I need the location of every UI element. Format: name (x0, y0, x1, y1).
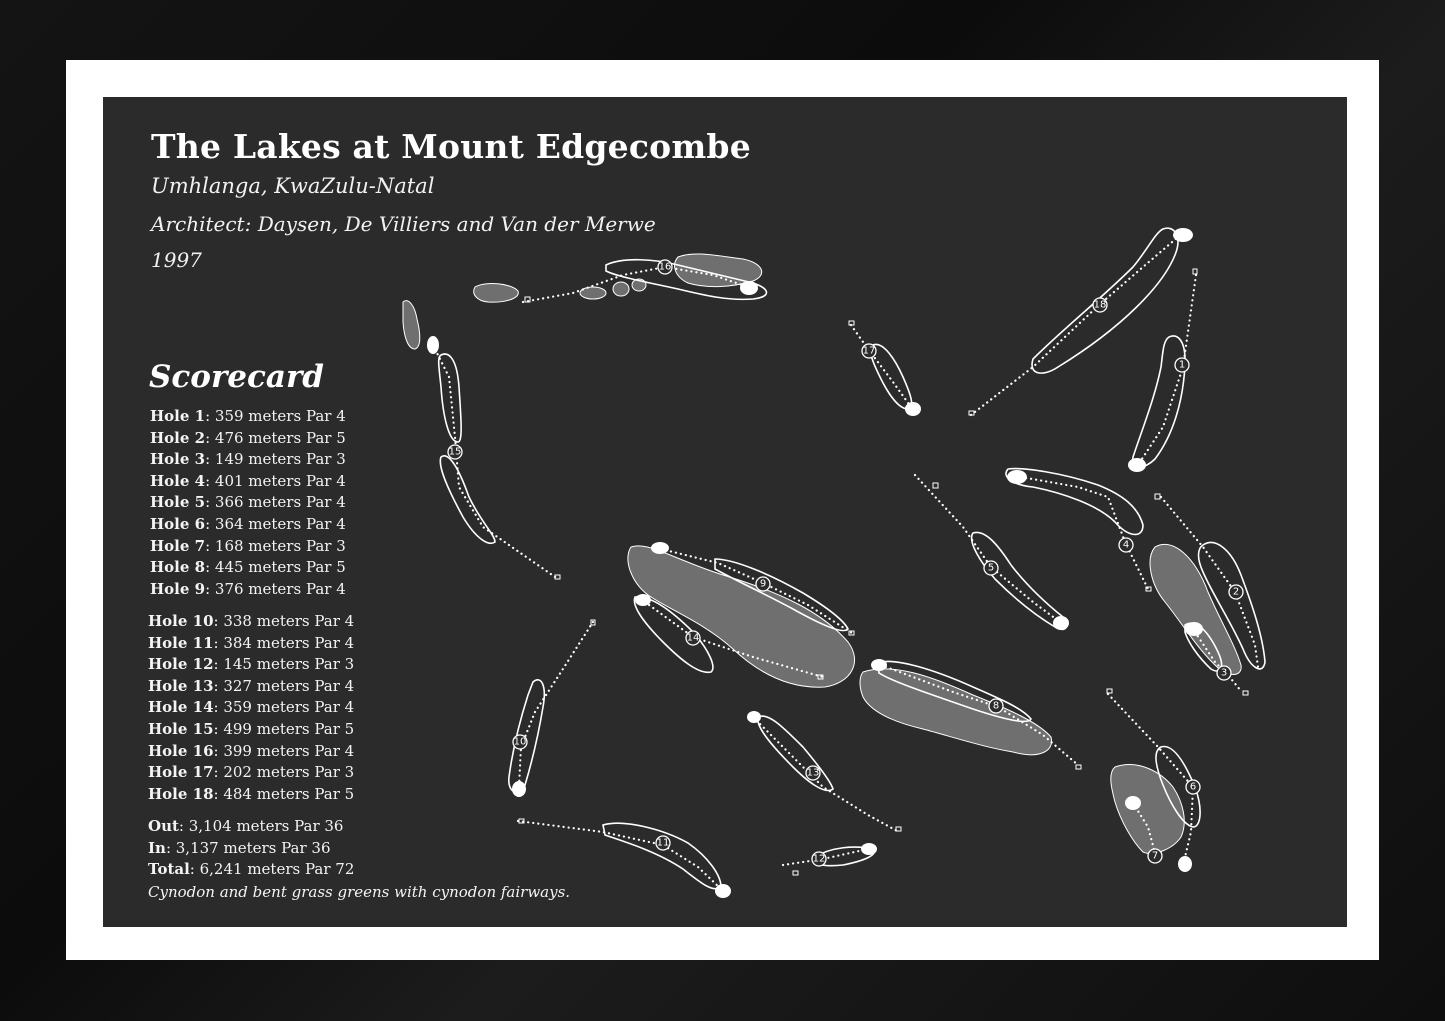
green-4 (1007, 470, 1027, 484)
svg-text:12: 12 (812, 853, 826, 865)
green-5 (1053, 616, 1069, 630)
hole-marker-5 (984, 561, 998, 575)
svg-text:5: 5 (987, 562, 995, 574)
svg-text:9: 9 (759, 578, 767, 590)
svg-text:16: 16 (658, 261, 672, 273)
scorecard-row: Hole 18: 484 meters Par 5 (148, 784, 355, 803)
tee-box (1076, 765, 1081, 769)
pond-north (474, 284, 519, 303)
hole-marker-14 (686, 631, 700, 645)
svg-text:1: 1 (1178, 359, 1186, 371)
green-10 (512, 781, 526, 797)
pond-north-b (613, 282, 629, 296)
hole-marker-13 (806, 766, 820, 780)
scorecard-row: Hole 13: 327 meters Par 4 (148, 676, 355, 695)
scorecard-row: Hole 11: 384 meters Par 4 (148, 633, 355, 652)
fairway-1 (1133, 336, 1185, 467)
tee-box (933, 483, 938, 488)
hole-marker-4 (1119, 538, 1133, 552)
fairway-11 (603, 823, 721, 889)
tee-box (1155, 494, 1160, 499)
scorecard-row: Hole 9: 376 meters Par 4 (150, 579, 346, 598)
svg-text:14: 14 (686, 632, 700, 644)
svg-text:18: 18 (1093, 299, 1107, 311)
scorecard-row: Hole 17: 202 meters Par 3 (148, 763, 355, 782)
scorecard-row: Hole 3: 149 meters Par 3 (150, 450, 346, 469)
scorecard-total-row: Total: 6,241 meters Par 72 (148, 860, 355, 879)
svg-text:17: 17 (862, 345, 876, 357)
lake-east (1150, 544, 1241, 674)
green-12 (861, 843, 877, 855)
scorecard-total-row: In: 3,137 meters Par 36 (148, 838, 331, 857)
svg-text:2: 2 (1232, 586, 1240, 598)
scorecard-row: Hole 8: 445 meters Par 5 (150, 558, 346, 577)
svg-text:15: 15 (448, 446, 462, 458)
svg-text:7: 7 (1151, 850, 1159, 862)
tee-box (1243, 691, 1248, 695)
tee-box (793, 871, 798, 875)
green-14 (635, 594, 651, 606)
scorecard-row: Hole 12: 145 meters Par 3 (148, 655, 355, 674)
svg-text:4: 4 (1122, 539, 1130, 551)
hole-marker-9 (756, 577, 770, 591)
scorecard-row: Hole 14: 359 meters Par 4 (148, 698, 355, 717)
course-year: 1997 (151, 248, 202, 272)
scorecard-row: Hole 10: 338 meters Par 4 (148, 612, 355, 630)
green-18 (1173, 228, 1193, 242)
green-6 (1178, 856, 1192, 872)
green-11 (715, 884, 731, 898)
hole-marker-11 (656, 836, 670, 850)
hole-marker-17 (862, 344, 876, 358)
green-1 (1128, 458, 1146, 472)
scorecard-row: Hole 4: 401 meters Par 4 (150, 471, 346, 490)
route-10 (519, 622, 593, 787)
lake-south-east (1111, 765, 1184, 854)
route-11 (518, 821, 721, 889)
svg-text:3: 3 (1220, 667, 1228, 679)
scorecard-total-row: Out: 3,104 meters Par 36 (148, 817, 344, 835)
hole-marker-2 (1229, 585, 1243, 599)
pond-west (403, 301, 420, 349)
green-17 (905, 402, 921, 416)
route-13 (753, 717, 899, 832)
course-title: The Lakes at Mount Edgecombe (151, 127, 751, 166)
hole-marker-10 (513, 735, 527, 749)
scorecard-row: Hole 2: 476 meters Par 5 (150, 428, 346, 447)
grass-note: Cynodon and bent grass greens with cynodon fairways. (148, 883, 571, 901)
fairway-15b (440, 456, 495, 543)
green-3 (1185, 622, 1203, 636)
green-9 (651, 542, 669, 554)
svg-text:8: 8 (992, 700, 1000, 712)
hole-marker-12 (812, 852, 826, 866)
scorecard-heading: Scorecard (149, 359, 324, 395)
pond-north-a (580, 287, 606, 299)
lake-central (628, 546, 855, 687)
scorecard-row: Hole 7: 168 meters Par 3 (150, 536, 346, 555)
hole-marker-18 (1093, 298, 1107, 312)
scorecard-row: Hole 16: 399 meters Par 4 (148, 741, 355, 760)
course-poster (103, 97, 1347, 927)
hole-marker-15 (448, 445, 462, 459)
scorecard-row: Hole 15: 499 meters Par 5 (148, 719, 355, 738)
route-5 (915, 475, 1060, 622)
route-18 (971, 237, 1178, 415)
svg-text:10: 10 (513, 736, 527, 748)
fairway-13 (758, 716, 833, 790)
fairway-5 (972, 532, 1067, 629)
green-13 (747, 711, 761, 723)
course-map (103, 97, 1347, 927)
hole-marker-8 (989, 699, 1003, 713)
svg-text:11: 11 (656, 837, 670, 849)
hole-marker-7 (1148, 849, 1162, 863)
hole-marker-16 (658, 260, 672, 274)
fairway-15 (439, 354, 461, 442)
svg-text:13: 13 (806, 767, 820, 779)
green-7 (1125, 796, 1141, 810)
course-location: Umhlanga, KwaZulu-Natal (151, 174, 435, 198)
green-8 (871, 659, 887, 671)
hole-marker-3 (1217, 666, 1231, 680)
tee-box (1107, 689, 1112, 693)
tee-box (1193, 269, 1197, 274)
green-16 (740, 281, 758, 295)
hole-marker-1 (1175, 358, 1189, 372)
scorecard-row: Hole 6: 364 meters Par 4 (150, 514, 346, 533)
svg-text:6: 6 (1189, 781, 1197, 793)
scorecard-row: Hole 1: 359 meters Par 4 (150, 407, 346, 425)
green-15 (427, 336, 439, 354)
hole-marker-6 (1186, 780, 1200, 794)
course-architect: Architect: Daysen, De Villiers and Van der Merwe (151, 212, 656, 236)
route-17 (851, 325, 911, 407)
scorecard-row: Hole 5: 366 meters Par 4 (150, 493, 346, 512)
